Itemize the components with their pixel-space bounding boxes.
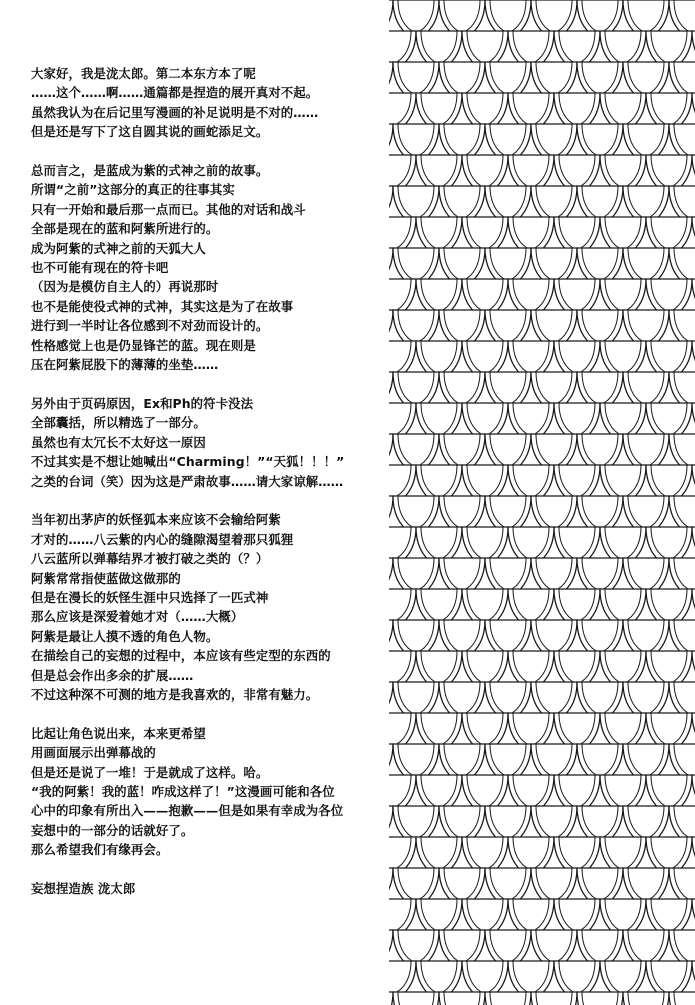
text-line: 八云蓝所以弹幕结界才被打破之类的（？） bbox=[31, 551, 269, 567]
text-line: 成为阿紫的式神之前的天狐大人 bbox=[31, 240, 206, 256]
text-line: “我的阿紫！我的蓝！咋成这样了！”这漫画可能和各位 bbox=[31, 783, 335, 799]
text-line: 大家好，我是泷太郎。第二本东方本了呢 bbox=[31, 66, 256, 81]
text-line: （因为是模仿自主人的）再说那时 bbox=[31, 279, 219, 295]
text-line: 虽然我认为在后记里写漫画的补足说明是不对的…… bbox=[31, 104, 319, 120]
text-line: 全部是现在的蓝和阿紫所进行的。 bbox=[31, 221, 219, 237]
text-line: 才对的……八云紫的内心的缝隙渴望着那只狐狸 bbox=[31, 531, 294, 547]
text-line: 另外由于页码原因，Ex和Ph的符卡没法 bbox=[31, 395, 254, 411]
text-line: 不过其实是不想让她喊出“Charming！”“天狐！！！” bbox=[31, 454, 345, 470]
text-line: 进行到一半时让各位感到不对劲而设计的。 bbox=[31, 318, 269, 334]
text-line: 用画面展示出弹幕战的 bbox=[31, 745, 156, 761]
scale-cell bbox=[577, 992, 623, 1005]
text-line: 但是在漫长的妖怪生涯中只选择了一匹式神 bbox=[31, 589, 269, 605]
text-line: 只有一开始和最后那一点而已。其他的对话和战斗 bbox=[31, 201, 306, 217]
text-line: 不过这种深不可测的地方是我喜欢的，非常有魅力。 bbox=[31, 686, 319, 702]
scale-cell bbox=[669, 992, 695, 1005]
text-line: ……这个……啊……通篇都是捏造的展开真对不起。 bbox=[31, 85, 319, 101]
afterword-paragraph bbox=[31, 394, 383, 491]
scale-cell bbox=[623, 992, 669, 1005]
text-line: 但是还是说了一堆！于是就成了这样。哈。 bbox=[31, 764, 269, 780]
text-line: 在描绘自己的妄想的过程中，本应该有些定型的东西的 bbox=[31, 648, 331, 664]
afterword-paragraph bbox=[31, 161, 383, 374]
text-line: 也不是能使役式神的式神，其实这是为了在故事 bbox=[31, 298, 294, 314]
text-line: 比起让角色说出来，本来更希望 bbox=[31, 725, 206, 741]
text-line: 虽然也有太冗长不太好这一原因 bbox=[31, 434, 206, 450]
scale-cell bbox=[485, 992, 531, 1005]
author-signature: 妄想捏造族 泷太郎 bbox=[31, 880, 136, 896]
scale-cell bbox=[439, 992, 485, 1005]
text-line: 那么希望我们有缘再会。 bbox=[31, 842, 169, 858]
text-line: 那么应该是深爱着她才对（……大概） bbox=[31, 609, 244, 625]
text-line: 阿紫是最让人摸不透的角色人物。 bbox=[31, 628, 219, 644]
text-line: 所谓“之前”这部分的真正的往事其实 bbox=[31, 182, 235, 198]
text-line: 妄想中的一部分的话就好了。 bbox=[31, 822, 194, 838]
text-line: 之类的台词（笑）因为这是严肃故事……请大家谅解…… bbox=[31, 473, 344, 489]
text-line: 也不可能有现在的符卡吧 bbox=[31, 260, 169, 276]
text-line: 阿紫常常指使蓝做这做那的 bbox=[31, 570, 181, 586]
afterword-paragraph bbox=[31, 724, 383, 860]
text-line: 全部囊括，所以精选了一部分。 bbox=[31, 415, 206, 431]
text-line: 性格感觉上也是仍显锋芒的蓝。现在则是 bbox=[31, 337, 256, 353]
scale-cell bbox=[531, 992, 577, 1005]
scale-cell bbox=[393, 992, 439, 1005]
text-line: 当年初出茅庐的妖怪狐本来应该不会输给阿紫 bbox=[31, 512, 281, 528]
afterword-paragraph bbox=[31, 510, 383, 704]
text-line: 压在阿紫屁股下的薄薄的坐垫…… bbox=[31, 357, 219, 373]
text-line: 但是总会作出多余的扩展…… bbox=[31, 667, 194, 683]
fish-scale-pattern-panel bbox=[389, 0, 695, 1005]
text-line: 总而言之，是蓝成为紫的式神之前的故事。 bbox=[31, 163, 269, 179]
text-line: 但是还是写下了这自圆其说的画蛇添足文。 bbox=[31, 124, 269, 140]
afterword-paragraph bbox=[31, 64, 383, 142]
text-line: 心中的印象有所出入——抱歉——但是如果有幸成为各位 bbox=[31, 803, 344, 819]
fish-scale-pattern bbox=[389, 0, 695, 1005]
afterword-text bbox=[31, 64, 383, 898]
